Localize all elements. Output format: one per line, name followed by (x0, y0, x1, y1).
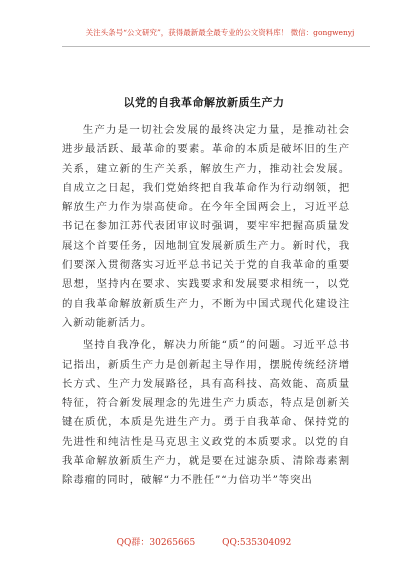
document-body (62, 121, 350, 491)
paragraph-2: 坚持自我净化，解决力所能“质”的问题。习近平总书记指出，新质生产力是创新起主导作用，摆脱传统经济增长方式、生产力发展路径，具有高科技、高效能、高质量特征，符合新发展理念的先进生产力质态，特点是创新关键在质优，本质是先进生产力。勇于自我革命、保持党的先进性和纯洁性是马克思主义政党的本质要求。以党的自我革命解放新质生产力，就是要在过滤杂质、清除毒素割除毒瘤的同时，破解“力不胜任”“力倍功半”等突出 (62, 339, 350, 487)
footer-qq-number: QQ:535304092 (222, 538, 292, 548)
document-title: 以党的自我革命解放新质生产力 (123, 96, 285, 109)
header-notice: 关注头条号“公文研究”，获得最新最全最专业的公文资料库！ 微信：gongwenyj (85, 28, 355, 37)
footer-qq-group: QQ群：30265665 (116, 538, 196, 548)
paragraph-1: 生产力是一切社会发展的最终决定力量，是推动社会进步最活跃、最革命的要素。革命的本质是破坏旧的生产关系，建立新的生产关系，解放生产力，推动社会发展。自成立之日起，我们党始终把自我革命作为行动纲领，把解放生产力作为崇高使命。在今年全国两会上，习近平总书记在参加江苏代表团审议时强调，要牢牢把握高质量发展这个首要任务，因地制宜发展新质生产力。新时代，我们要深入贯彻落实习近平总书记关于党的自我革命的重要思想，坚持内在要求、实践要求和发展要求相统一，以党的自我革命解放新质生产力，不断为中国式现代化建设注入新动能新活力。 (62, 124, 350, 329)
footer-contact (0, 535, 408, 548)
header-divider (62, 46, 370, 47)
